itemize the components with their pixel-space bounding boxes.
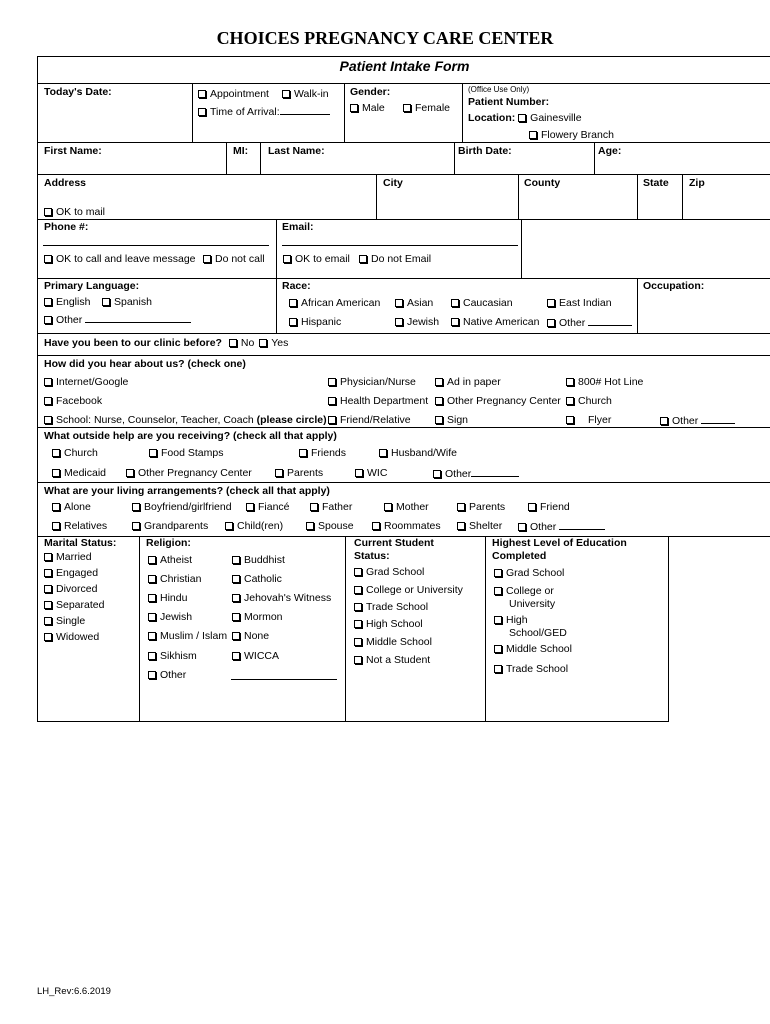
checkbox-icon [528, 503, 536, 511]
todays-date-label: Today's Date: [44, 86, 112, 98]
student-college-option[interactable]: College or University [354, 584, 463, 596]
religion-jehovah-option[interactable]: Jehovah's Witness [232, 592, 331, 604]
education-trade-option[interactable]: Trade School [494, 663, 568, 675]
hear-church-option[interactable]: Church [566, 395, 612, 407]
checkbox-icon [355, 469, 363, 477]
marital-single-option[interactable]: Single [44, 615, 85, 627]
hear-question: How did you hear about us? (check one) [44, 358, 246, 370]
checkbox-icon [354, 603, 362, 611]
living-fiance-option[interactable]: Fiancé [246, 501, 290, 513]
living-father-option[interactable]: Father [310, 501, 352, 513]
checkbox-icon [44, 585, 52, 593]
checkbox-icon [44, 298, 52, 306]
race-hispanic-option[interactable]: Hispanic [289, 316, 341, 328]
checkbox-icon [232, 594, 240, 602]
race-african-american-option[interactable]: African American [289, 297, 380, 309]
living-friend-option[interactable]: Friend [528, 501, 570, 513]
living-boyfriend-option[interactable]: Boyfriend/girlfriend [132, 501, 232, 513]
ok-to-mail-option[interactable]: OK to mail [44, 206, 105, 218]
checkbox-icon [198, 108, 206, 116]
education-grad-option[interactable]: Grad School [494, 567, 564, 579]
checkbox-icon [395, 318, 403, 326]
living-other-option[interactable]: Other [518, 520, 605, 533]
checkbox-icon [289, 318, 297, 326]
checkbox-icon [225, 522, 233, 530]
checkbox-icon [529, 131, 537, 139]
checkbox-icon [566, 397, 574, 405]
checkbox-icon [435, 397, 443, 405]
race-other-option[interactable]: Other [547, 316, 632, 329]
student-status-label-a: Current Student [354, 537, 434, 549]
living-shelter-option[interactable]: Shelter [457, 520, 502, 532]
checkbox-icon [435, 416, 443, 424]
hear-other-center-option[interactable]: Other Pregnancy Center [435, 395, 561, 407]
education-middle-option[interactable]: Middle School [494, 643, 572, 655]
birth-date-label: Birth Date: [458, 145, 512, 157]
gender-label: Gender: [350, 86, 391, 98]
location-gainesville-option[interactable]: Gainesville [518, 112, 581, 124]
checkbox-icon [44, 569, 52, 577]
checkbox-icon [44, 397, 52, 405]
been-before-row [44, 337, 288, 349]
checkbox-icon [494, 665, 502, 673]
help-question: What outside help are you receiving? (check all that apply) [44, 430, 337, 442]
checkbox-icon [566, 416, 574, 424]
checkbox-icon [275, 469, 283, 477]
living-roommates-option[interactable]: Roommates [372, 520, 441, 532]
checkbox-icon [44, 617, 52, 625]
checkbox-icon [148, 556, 156, 564]
checkbox-icon [148, 671, 156, 679]
address-label: Address [44, 177, 87, 189]
hear-physician-option[interactable]: Physician/Nurse [328, 376, 416, 388]
checkbox-icon [198, 90, 206, 98]
student-middle-option[interactable]: Middle School [354, 636, 432, 648]
checkbox-icon [232, 652, 240, 660]
checkbox-icon [126, 469, 134, 477]
religion-hindu-option[interactable]: Hindu [148, 592, 187, 604]
checkbox-icon [433, 470, 441, 478]
checkbox-icon [457, 503, 465, 511]
checkbox-icon [494, 645, 502, 653]
checkbox-icon [379, 449, 387, 457]
location-row: Location: Gainesville [468, 112, 582, 124]
checkbox-icon [132, 503, 140, 511]
race-native-american-option[interactable]: Native American [451, 316, 539, 328]
checkbox-icon [350, 104, 358, 112]
help-parents-option[interactable]: Parents [275, 467, 323, 479]
email-label: Email: [282, 221, 314, 233]
checkbox-icon [232, 575, 240, 583]
living-parents-option[interactable]: Parents [457, 501, 505, 513]
do-not-email-option[interactable]: Do not Email [359, 253, 431, 265]
walk-in-option[interactable]: Walk-in [282, 88, 329, 100]
religion-other-option[interactable]: Other [148, 669, 186, 681]
race-label: Race: [282, 280, 311, 292]
checkbox-icon [289, 299, 297, 307]
help-friends-option[interactable]: Friends [299, 447, 346, 459]
hear-flyer-option[interactable]: Flyer [566, 414, 611, 426]
religion-jewish-option[interactable]: Jewish [148, 611, 192, 623]
religion-atheist-option[interactable]: Atheist [148, 554, 192, 566]
been-before-yes-option[interactable]: Yes [259, 337, 288, 349]
time-of-arrival-option[interactable]: Time of Arrival: [198, 105, 330, 118]
race-asian-option[interactable]: Asian [395, 297, 433, 309]
checkbox-icon [132, 522, 140, 530]
checkbox-icon [328, 378, 336, 386]
student-not-student-option[interactable]: Not a Student [354, 654, 430, 666]
education-label-b: Completed [492, 550, 547, 562]
age-label: Age: [598, 145, 622, 157]
living-alone-option[interactable]: Alone [52, 501, 91, 513]
religion-label: Religion: [146, 537, 191, 549]
checkbox-icon [232, 556, 240, 564]
checkbox-icon [148, 613, 156, 621]
race-jewish-option[interactable]: Jewish [395, 316, 439, 328]
marital-separated-option[interactable]: Separated [44, 599, 104, 611]
marital-widowed-option[interactable]: Widowed [44, 631, 99, 643]
checkbox-icon [44, 601, 52, 609]
last-name-label: Last Name: [268, 145, 325, 157]
marital-married-option[interactable]: Married [44, 551, 92, 563]
checkbox-icon [494, 569, 502, 577]
checkbox-icon [403, 104, 411, 112]
checkbox-icon [52, 522, 60, 530]
checkbox-icon [232, 632, 240, 640]
checkbox-icon [306, 522, 314, 530]
checkbox-icon [44, 378, 52, 386]
ok-to-call-option[interactable]: OK to call and leave message [44, 253, 196, 265]
checkbox-icon [518, 523, 526, 531]
checkbox-icon [547, 319, 555, 327]
checkbox-icon [354, 586, 362, 594]
checkbox-icon [148, 594, 156, 602]
checkbox-icon [354, 568, 362, 576]
revision-label: LH_Rev:6.6.2019 [37, 986, 111, 997]
checkbox-icon [494, 587, 502, 595]
checkbox-icon [518, 114, 526, 122]
marital-status-label: Marital Status: [44, 537, 117, 549]
page-title: CHOICES PREGNANCY CARE CENTER [216, 28, 554, 48]
checkbox-icon [148, 575, 156, 583]
education-high-label-b: School/GED [509, 627, 567, 639]
marital-engaged-option[interactable]: Engaged [44, 567, 98, 579]
gender-female-option[interactable]: Female [403, 102, 450, 114]
education-high-option[interactable]: High [494, 614, 528, 626]
religion-wicca-option[interactable]: WICCA [232, 650, 279, 662]
been-before-no-option[interactable]: No [229, 337, 254, 349]
living-mother-option[interactable]: Mother [384, 501, 429, 513]
education-label-a: Highest Level of Education [492, 537, 627, 549]
patient-number-label: Patient Number: [468, 96, 550, 108]
living-relatives-option[interactable]: Relatives [52, 520, 107, 532]
checkbox-icon [660, 417, 668, 425]
checkbox-icon [354, 656, 362, 664]
checkbox-icon [328, 397, 336, 405]
checkbox-icon [44, 633, 52, 641]
religion-muslim-option[interactable]: Muslim / Islam [148, 630, 227, 642]
education-college-label-b: University [509, 598, 556, 610]
office-use-note: (Office Use Only) [468, 85, 530, 94]
student-trade-option[interactable]: Trade School [354, 601, 428, 613]
religion-other-line [231, 679, 337, 680]
help-other-option[interactable]: Other [433, 467, 519, 480]
checkbox-icon [52, 503, 60, 511]
checkbox-icon [44, 255, 52, 263]
first-name-label: First Name: [44, 145, 102, 157]
checkbox-icon [457, 522, 465, 530]
hear-friend-relative-option[interactable]: Friend/Relative [328, 414, 411, 426]
checkbox-icon [229, 339, 237, 347]
checkbox-icon [310, 503, 318, 511]
race-caucasian-option[interactable]: Caucasian [451, 297, 513, 309]
help-wic-option[interactable]: WIC [355, 467, 387, 479]
hear-hotline-option[interactable]: 800# Hot Line [566, 376, 643, 388]
checkbox-icon [44, 416, 52, 424]
do-not-call-option[interactable]: Do not call [203, 253, 265, 265]
checkbox-icon [566, 378, 574, 386]
living-spouse-option[interactable]: Spouse [306, 520, 354, 532]
checkbox-icon [354, 620, 362, 628]
checkbox-icon [246, 503, 254, 511]
checkbox-icon [259, 339, 267, 347]
checkbox-icon [395, 299, 403, 307]
checkbox-icon [52, 449, 60, 457]
checkbox-icon [102, 298, 110, 306]
checkbox-icon [451, 318, 459, 326]
checkbox-icon [44, 208, 52, 216]
checkbox-icon [547, 299, 555, 307]
language-english-option[interactable]: English [44, 296, 90, 308]
help-medicaid-option[interactable]: Medicaid [52, 467, 106, 479]
hear-health-dept-option[interactable]: Health Department [328, 395, 428, 407]
checkbox-icon [354, 638, 362, 646]
occupation-label: Occupation: [643, 280, 705, 292]
checkbox-icon [148, 632, 156, 640]
form-title: Patient Intake Form [339, 58, 470, 74]
hear-ad-paper-option[interactable]: Ad in paper [435, 376, 501, 388]
checkbox-icon [44, 553, 52, 561]
checkbox-icon [451, 299, 459, 307]
checkbox-icon [299, 449, 307, 457]
hear-school-option[interactable]: School: Nurse, Counselor, Teacher, Coach (please circle) [44, 414, 327, 426]
living-question: What are your living arrangements? (check all that apply) [44, 485, 330, 497]
help-other-center-option[interactable]: Other Pregnancy Center [126, 467, 252, 479]
checkbox-icon [52, 469, 60, 477]
student-high-option[interactable]: High School [354, 618, 423, 630]
checkbox-icon [203, 255, 211, 263]
hear-internet-option[interactable]: Internet/Google [44, 376, 128, 388]
checkbox-icon [283, 255, 291, 263]
hear-facebook-option[interactable]: Facebook [44, 395, 102, 407]
living-children-option[interactable]: Child(ren) [225, 520, 283, 532]
been-before-question: Have you been to our clinic before? [44, 337, 222, 349]
checkbox-icon [494, 616, 502, 624]
religion-mormon-option[interactable]: Mormon [232, 611, 283, 623]
checkbox-icon [149, 449, 157, 457]
checkbox-icon [435, 378, 443, 386]
student-status-label-b: Status: [354, 550, 390, 562]
state-label: State [643, 177, 669, 189]
ok-to-email-option[interactable]: OK to email [283, 253, 350, 265]
county-label: County [524, 177, 561, 189]
city-label: City [383, 177, 403, 189]
checkbox-icon [282, 90, 290, 98]
checkbox-icon [44, 316, 52, 324]
gender-male-option[interactable]: Male [350, 102, 385, 114]
hear-sign-option[interactable]: Sign [435, 414, 468, 426]
primary-language-label: Primary Language: [44, 280, 140, 292]
language-other-option[interactable]: Other [44, 313, 191, 326]
race-east-indian-option[interactable]: East Indian [547, 297, 612, 309]
checkbox-icon [372, 522, 380, 530]
student-grad-option[interactable]: Grad School [354, 566, 424, 578]
appointment-option[interactable]: Appointment [198, 88, 269, 100]
checkbox-icon [359, 255, 367, 263]
location-flowery-branch-option[interactable]: Flowery Branch [529, 129, 614, 141]
help-food-stamps-option[interactable]: Food Stamps [149, 447, 223, 459]
mi-label: MI: [233, 145, 249, 157]
checkbox-icon [328, 416, 336, 424]
language-spanish-option[interactable]: Spanish [102, 296, 152, 308]
checkbox-icon [384, 503, 392, 511]
education-college-option[interactable]: College or [494, 585, 554, 597]
living-grandparents-option[interactable]: Grandparents [132, 520, 208, 532]
religion-sikhism-option[interactable]: Sikhism [148, 650, 197, 662]
religion-none-option[interactable]: None [232, 630, 269, 642]
religion-catholic-option[interactable]: Catholic [232, 573, 282, 585]
marital-divorced-option[interactable]: Divorced [44, 583, 97, 595]
checkbox-icon [148, 652, 156, 660]
religion-buddhist-option[interactable]: Buddhist [232, 554, 285, 566]
religion-christian-option[interactable]: Christian [148, 573, 201, 585]
help-church-option[interactable]: Church [52, 447, 98, 459]
help-husband-wife-option[interactable]: Husband/Wife [379, 447, 457, 459]
zip-label: Zip [689, 177, 705, 189]
checkbox-icon [232, 613, 240, 621]
hear-other-option[interactable]: Other [660, 414, 735, 427]
phone-label: Phone #: [44, 221, 89, 233]
